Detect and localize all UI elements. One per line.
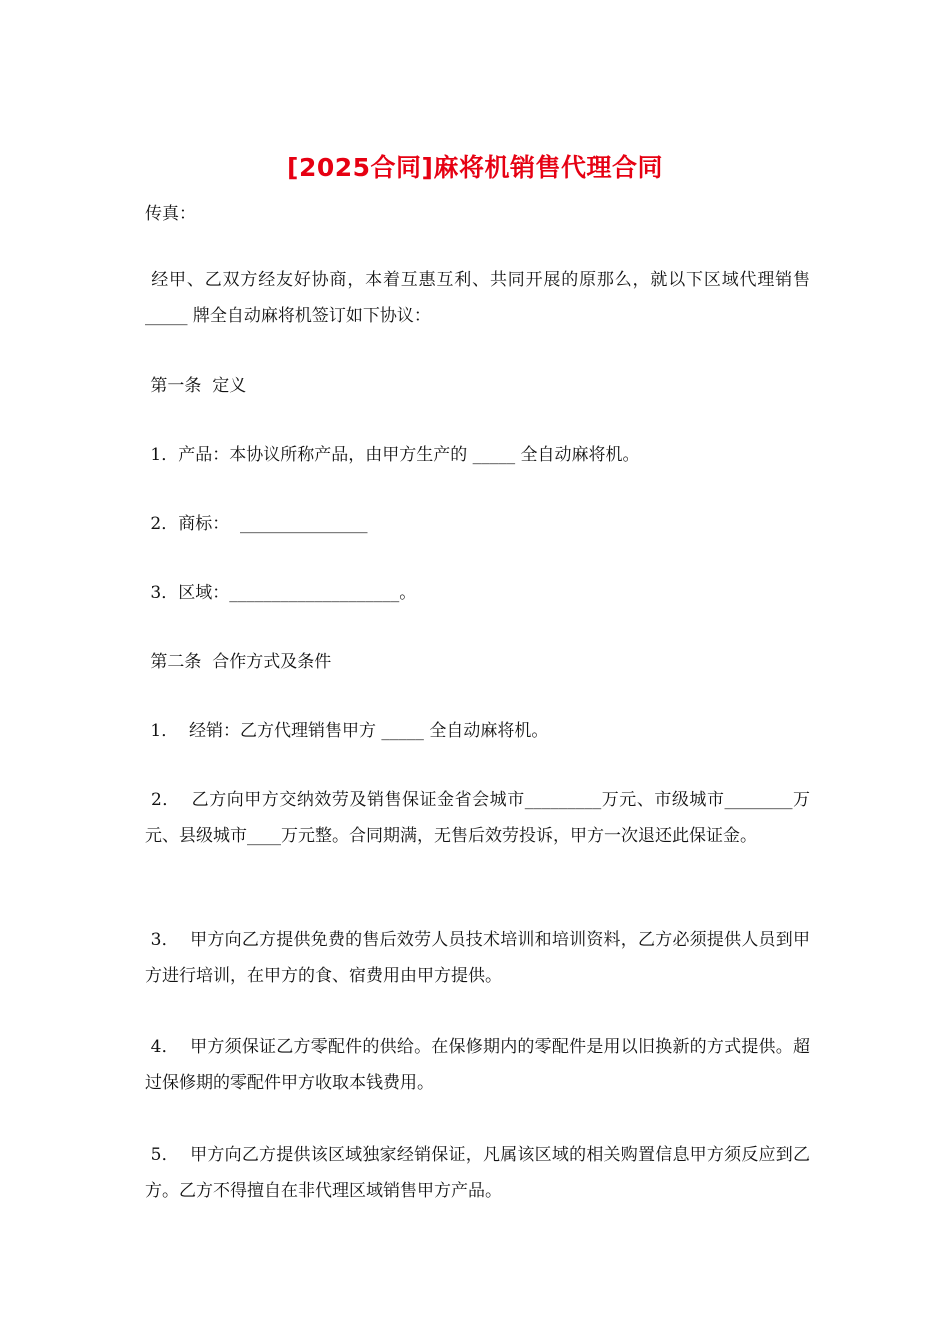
article2-item2: 2． 乙方向甲方交纳效劳及销售保证金省会城市_________万元、市级城市________万元、县级城市____万元整。合同期满，无售后效劳投诉，甲方一次退还此保证金。 bbox=[145, 790, 810, 846]
article2-item3: 3． 甲方向乙方提供免费的售后效劳人员技术培训和培训资料，乙方必须提供人员到甲方进行培训，在甲方的食、宿费用由甲方提供。 bbox=[145, 930, 811, 986]
article2-heading: 第二条 合作方式及条件 bbox=[145, 652, 332, 672]
article1-item1: 1．产品：本协议所称产品，由甲方生产的 _____ 全自动麻将机。 bbox=[145, 445, 640, 465]
intro-paragraph: 经甲、乙双方经友好协商，本着互惠互利、共同开展的原那么，就以下区域代理销售 _____ 牌全自动麻将机签订如下协议： bbox=[145, 270, 816, 326]
document-title: [2025合同]麻将机销售代理合同 bbox=[287, 153, 663, 182]
article1-item3: 3．区域：____________________。 bbox=[145, 583, 417, 603]
article1-heading: 第一条 定义 bbox=[145, 376, 247, 396]
article2-item5: 5． 甲方向乙方提供该区域独家经销保证，凡属该区域的相关购置信息甲方须反应到乙方。乙方不得擅自在非代理区域销售甲方产品。 bbox=[145, 1145, 811, 1201]
article2-item1: 1． 经销：乙方代理销售甲方 _____ 全自动麻将机。 bbox=[145, 721, 549, 741]
fax-line: 传真： bbox=[145, 204, 196, 224]
article2-item4: 4． 甲方须保证乙方零配件的供给。在保修期内的零配件是用以旧换新的方式提供。超过保修期的零配件甲方收取本钱费用。 bbox=[145, 1037, 811, 1093]
article1-item2: 2．商标： _______________ bbox=[145, 514, 368, 534]
